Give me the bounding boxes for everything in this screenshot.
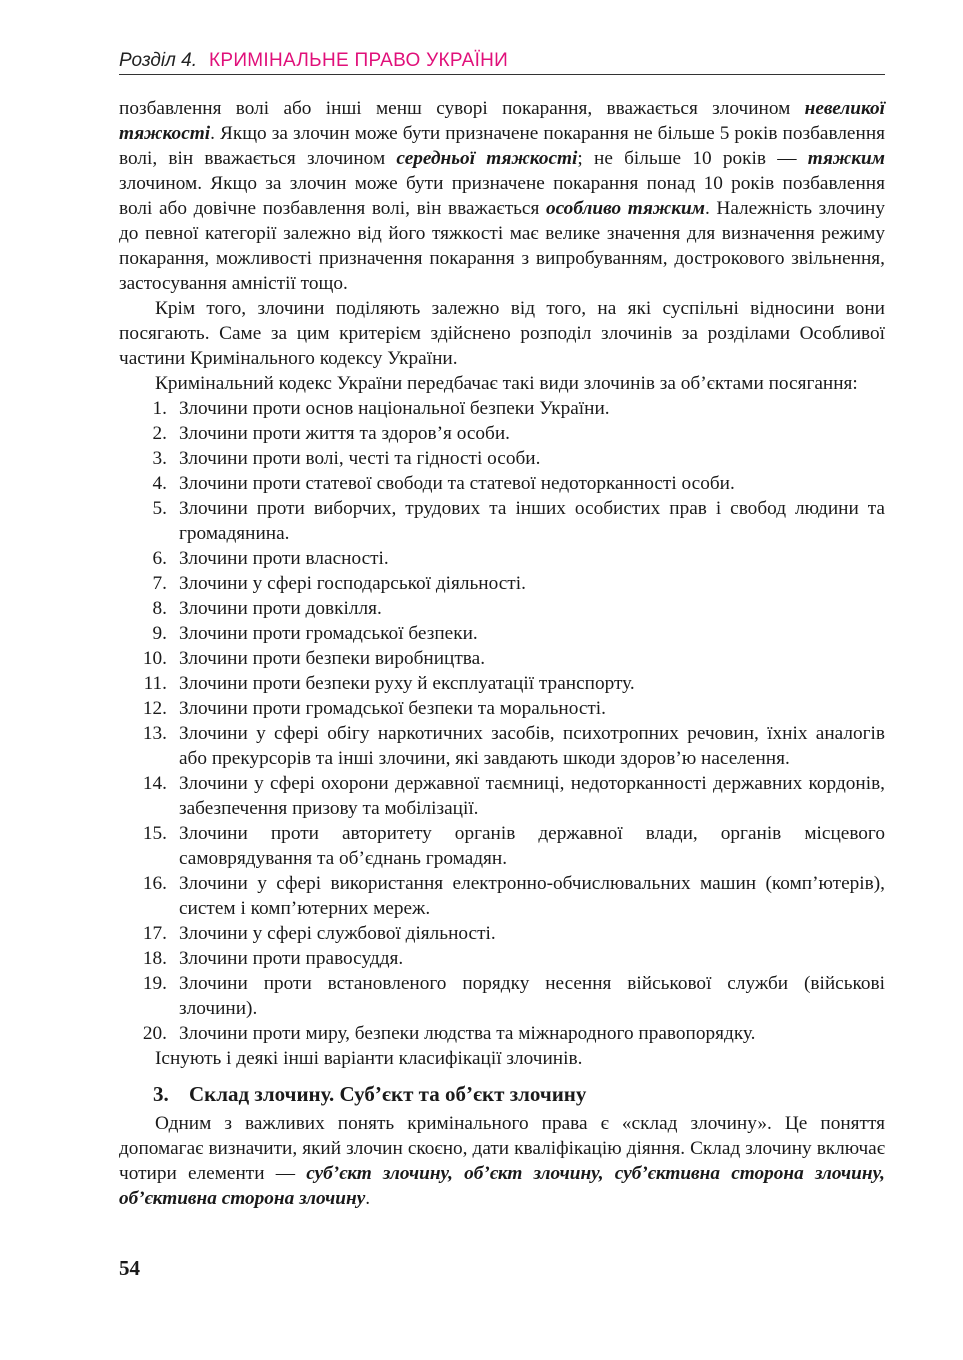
running-header [119,48,885,75]
list-item-text: Злочини проти життя та здоров’я особи. [179,423,511,444]
list-item-number: 15. [142,823,167,844]
term-grave: тяжким [807,148,885,169]
list-item [119,671,885,696]
list-item [119,571,885,596]
list-item-text: Злочини проти правосуддя. [179,948,404,969]
list-item-number: 9. [152,623,167,644]
paragraph-other-classifications: Існують і деякі інші варіанти класифікації злочинів. [155,1048,583,1069]
list-item-text: Злочини проти волі, честі та гідності особи. [179,448,541,469]
section-heading [119,1079,885,1109]
list-item [119,446,885,471]
list-item [119,721,885,771]
list-item [119,771,885,821]
list-item-text: Злочини проти миру, безпеки людства та міжнародного правопорядку. [179,1023,756,1044]
list-item [119,921,885,946]
term-medium: середньої тяжкості [396,148,578,169]
list-item-text: Злочини у сфері обігу наркотичних засобів, психотропних речовин, їхніх аналогів або прекурсорів та інші злочини, які завдають шкоди здоров’ю населення. [179,723,885,769]
list-item-number: 14. [142,773,167,794]
list-item-number: 19. [142,973,167,994]
list-item-text: Злочини проти статевої свободи та статевої недоторканності особи. [179,473,735,494]
term-minor: невеликої тяжкості [119,98,885,144]
list-item-text: Злочини проти власності. [179,548,389,569]
list-item-text: Злочини проти довкілля. [179,598,382,619]
list-item-number: 3. [152,448,167,469]
list-item [119,471,885,496]
list-item-number: 1. [152,398,167,419]
list-item-number: 4. [152,473,167,494]
text-run: злочином. Якщо за злочин може бути призначене покарання понад 10 років позбавлення волі або довічне позбавлення волі, він вважається [119,173,885,219]
term-elements: суб’єкт злочину, об’єкт злочину, суб’єктивна сторона злочину, об’єктивна сторона злочину [119,1163,885,1209]
list-item [119,871,885,921]
list-item-text: Злочини у сфері службової діяльності. [179,923,496,944]
list-item [119,421,885,446]
section-title: Склад злочину. Суб’єкт та об’єкт злочину [189,1082,587,1106]
list-item [119,696,885,721]
list-item-number: 6. [152,548,167,569]
list-item-number: 7. [152,573,167,594]
list-item-text: Злочини проти виборчих, трудових та інших особистих прав і свобод людини та громадянина. [179,498,885,544]
list-item-number: 13. [142,723,167,744]
list-item [119,496,885,546]
list-item-text: Злочини у сфері охорони державної таємниці, недоторканності державних кордонів, забезпечення призову та мобілізації. [179,773,885,819]
list-item [119,946,885,971]
section-number: 3. [153,1082,169,1106]
text-run: . Якщо за злочин може бути призначене покарання не більше 5 років позбавлення волі, він вважається злочином [119,123,885,169]
list-item-number: 8. [152,598,167,619]
list-item-number: 12. [142,698,167,719]
list-item-number: 18. [142,948,167,969]
list-item [119,596,885,621]
paragraph-severity [119,96,885,296]
page-content [119,96,885,1211]
list-item-text: Злочини проти громадської безпеки. [179,623,478,644]
paragraph-list-intro: Кримінальний кодекс України передбачає такі види злочинів за об’єктами посягання: [155,373,858,394]
text-run: . [365,1188,371,1209]
list-item-number: 17. [142,923,167,944]
text-run: ; не більше 10 років — [577,148,808,169]
list-item-text: Злочини проти безпеки руху й експлуатації транспорту. [179,673,635,694]
text-run: . Належність злочину до певної категорії залежно від його тяжкості має велике значення для визначення режиму покарання, можливості призначення покарання з випробуванням, дострокового звільнення, застосування амністії тощо. [119,198,885,294]
list-item-text: Злочини проти основ національної безпеки України. [179,398,610,419]
list-item [119,646,885,671]
paragraph-relations: Крім того, злочини поділяють залежно від того, на які суспільні відносини вони посягають. Саме за цим критерієм здійснено розподіл злочинів за розділами Особливої частини Кримінального кодексу України. [119,298,885,369]
term-especially-grave: особливо тяжким [545,198,705,219]
list-item-number: 10. [142,648,167,669]
chapter-title: КРИМІНАЛЬНЕ ПРАВО УКРАЇНИ [209,50,509,71]
list-item-text: Злочини проти авторитету органів державної влади, органів місцевого самоврядування та об’єднань громадян. [179,823,885,869]
text-run: Одним з важливих понять кримінального права є «склад злочину». Це поняття допомагає визначити, який злочин скоєно, дати кваліфікацію діяння. Склад злочину включає чотири елементи — [119,1113,885,1184]
list-item-number: 20. [142,1023,167,1044]
list-item-number: 2. [152,423,167,444]
list-item-text: Злочини у сфері господарської діяльності. [179,573,526,594]
list-item [119,821,885,871]
list-item [119,621,885,646]
list-item [119,971,885,1021]
list-item-number: 11. [143,673,167,694]
list-item-text: Злочини проти встановленого порядку несення військової служби (військові злочини). [179,973,885,1019]
chapter-label: Розділ 4. [119,50,197,71]
list-item [119,1021,885,1046]
list-item [119,396,885,421]
list-item [119,546,885,571]
list-item-number: 5. [152,498,167,519]
crime-types-list [119,396,885,1046]
list-item-text: Злочини проти безпеки виробництва. [179,648,486,669]
list-item-number: 16. [142,873,167,894]
text-run: позбавлення волі або інші менш суворі покарання, вважається злочином [119,98,805,119]
list-item-text: Злочини у сфері використання електронно-обчислювальних машин (комп’ютерів), систем і комп’ютерних мереж. [179,873,885,919]
page-number: 54 [119,1256,140,1280]
list-item-text: Злочини проти громадської безпеки та моральності. [179,698,606,719]
paragraph-crime-composition [119,1111,885,1211]
